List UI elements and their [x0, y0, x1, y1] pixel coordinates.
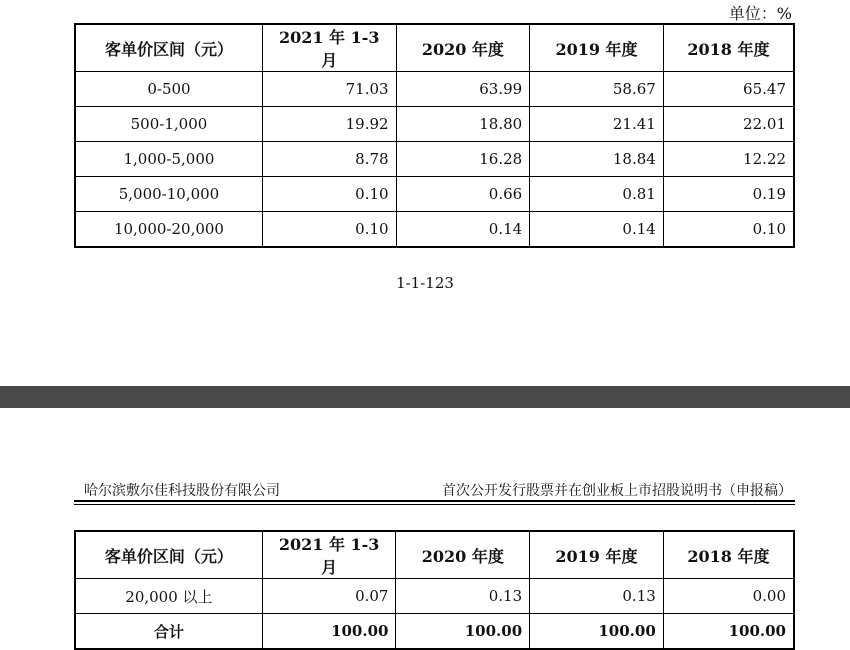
value-cell: 71.03 [262, 72, 396, 107]
page-separator [0, 386, 850, 408]
company-name: 哈尔滨敷尔佳科技股份有限公司 [84, 483, 280, 499]
column-header: 2019 年度 [530, 531, 664, 579]
column-header: 2020 年度 [396, 24, 530, 72]
value-cell: 8.78 [262, 142, 396, 177]
value-cell: 21.41 [530, 107, 664, 142]
table-row [75, 177, 794, 212]
range-cell: 20,000 以上 [75, 579, 262, 614]
range-cell: 5,000-10,000 [75, 177, 262, 212]
total-value: 100.00 [396, 614, 530, 650]
column-header: 2020 年度 [396, 531, 530, 579]
value-cell: 12.22 [663, 142, 794, 177]
column-header: 客单价区间（元） [75, 24, 262, 72]
value-cell: 22.01 [663, 107, 794, 142]
price-range-table-1 [74, 23, 795, 248]
column-header: 2021 年 1-3 月 [262, 24, 396, 72]
total-value: 100.00 [262, 614, 396, 650]
value-cell: 0.00 [663, 579, 794, 614]
header-rule-thin [74, 504, 795, 505]
value-cell: 0.10 [262, 177, 396, 212]
value-cell: 0.13 [530, 579, 664, 614]
total-label: 合计 [75, 614, 262, 650]
table-row [75, 212, 794, 248]
range-cell: 0-500 [75, 72, 262, 107]
table-header-row [75, 24, 794, 72]
range-cell: 500-1,000 [75, 107, 262, 142]
column-header: 2018 年度 [663, 24, 794, 72]
value-cell: 0.19 [663, 177, 794, 212]
value-cell: 0.10 [663, 212, 794, 248]
page-number: 1-1-123 [396, 274, 454, 292]
column-header: 2021 年 1-3 月 [262, 531, 396, 579]
table-row [75, 107, 794, 142]
value-cell: 0.81 [530, 177, 664, 212]
value-cell: 0.10 [262, 212, 396, 248]
value-cell: 18.80 [396, 107, 530, 142]
range-cell: 1,000-5,000 [75, 142, 262, 177]
header-rule [74, 500, 795, 502]
value-cell: 63.99 [396, 72, 530, 107]
column-header: 2018 年度 [663, 531, 794, 579]
document-title: 首次公开发行股票并在创业板上市招股说明书（申报稿） [442, 483, 792, 499]
value-cell: 65.47 [663, 72, 794, 107]
value-cell: 0.13 [396, 579, 530, 614]
column-header: 2019 年度 [530, 24, 664, 72]
value-cell: 16.28 [396, 142, 530, 177]
total-value: 100.00 [663, 614, 794, 650]
total-value: 100.00 [530, 614, 664, 650]
column-header: 客单价区间（元） [75, 531, 262, 579]
value-cell: 0.07 [262, 579, 396, 614]
range-cell: 10,000-20,000 [75, 212, 262, 248]
unit-label: 单位：% [728, 4, 792, 23]
price-range-table-2 [74, 530, 795, 650]
table-row [75, 72, 794, 107]
value-cell: 58.67 [530, 72, 664, 107]
value-cell: 19.92 [262, 107, 396, 142]
table-header-row [75, 531, 794, 579]
value-cell: 18.84 [530, 142, 664, 177]
table-row [75, 142, 794, 177]
value-cell: 0.66 [396, 177, 530, 212]
value-cell: 0.14 [530, 212, 664, 248]
value-cell: 0.14 [396, 212, 530, 248]
total-row [75, 614, 794, 650]
table-row [75, 579, 794, 614]
